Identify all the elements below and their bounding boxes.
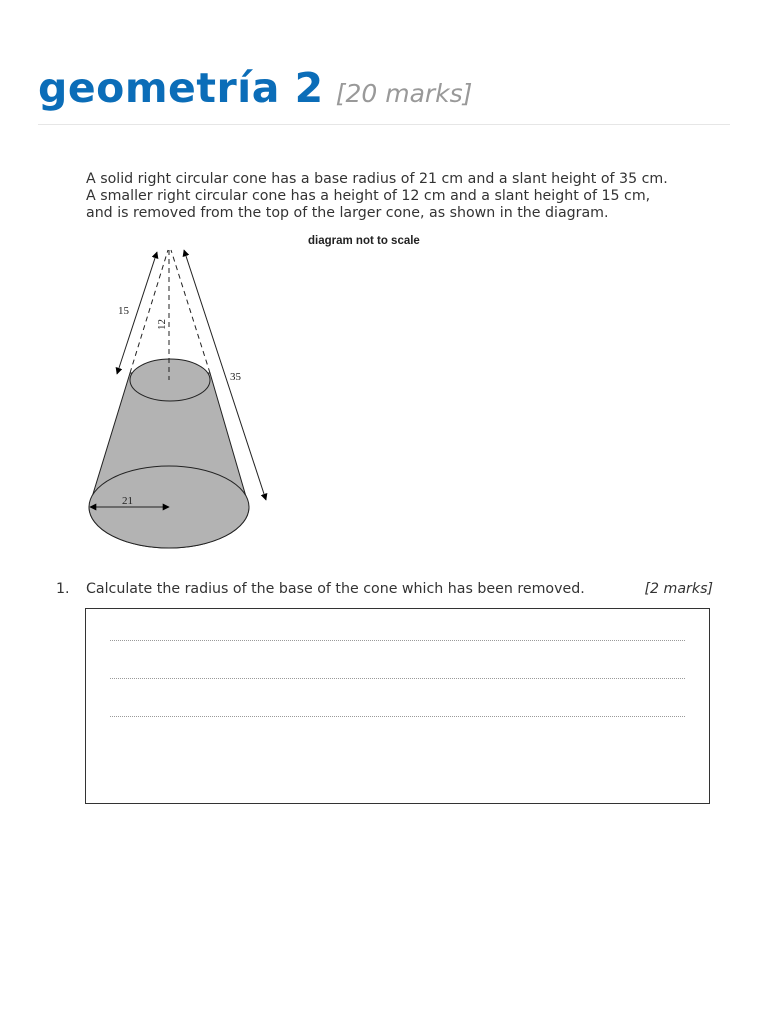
frustum-top-ellipse <box>130 359 210 401</box>
answer-box[interactable] <box>85 608 710 804</box>
total-marks: [20 marks] <box>335 79 473 108</box>
frustum-body <box>89 359 249 548</box>
question-1 <box>56 581 716 601</box>
label-height-small: 12 <box>156 319 168 330</box>
page-title: geometría 2 <box>38 64 324 112</box>
question-marks: [2 marks] <box>644 581 713 597</box>
removed-cone-left-edge <box>130 250 168 373</box>
intro-line-1: A solid right circular cone has a base radius of 21 cm and a slant height of 35 cm. <box>86 171 668 187</box>
cone-diagram <box>84 228 444 558</box>
answer-line[interactable] <box>110 678 685 679</box>
diagram-caption: diagram not to scale <box>308 235 420 247</box>
intro-line-2: A smaller right circular cone has a height of 12 cm and a slant height of 15 cm, <box>86 188 651 204</box>
answer-line[interactable] <box>110 640 685 641</box>
question-number: 1. <box>56 581 70 597</box>
intro-line-3: and is removed from the top of the larger cone, as shown in the diagram. <box>86 205 609 221</box>
label-radius: 21 <box>122 495 133 507</box>
header-divider <box>38 124 730 125</box>
answer-line[interactable] <box>110 716 685 717</box>
label-slant-large: 35 <box>230 371 241 383</box>
question-intro <box>86 171 726 222</box>
page-header <box>38 64 730 112</box>
question-text: Calculate the radius of the base of the cone which has been removed. <box>86 581 585 597</box>
label-slant-small: 15 <box>118 305 129 317</box>
